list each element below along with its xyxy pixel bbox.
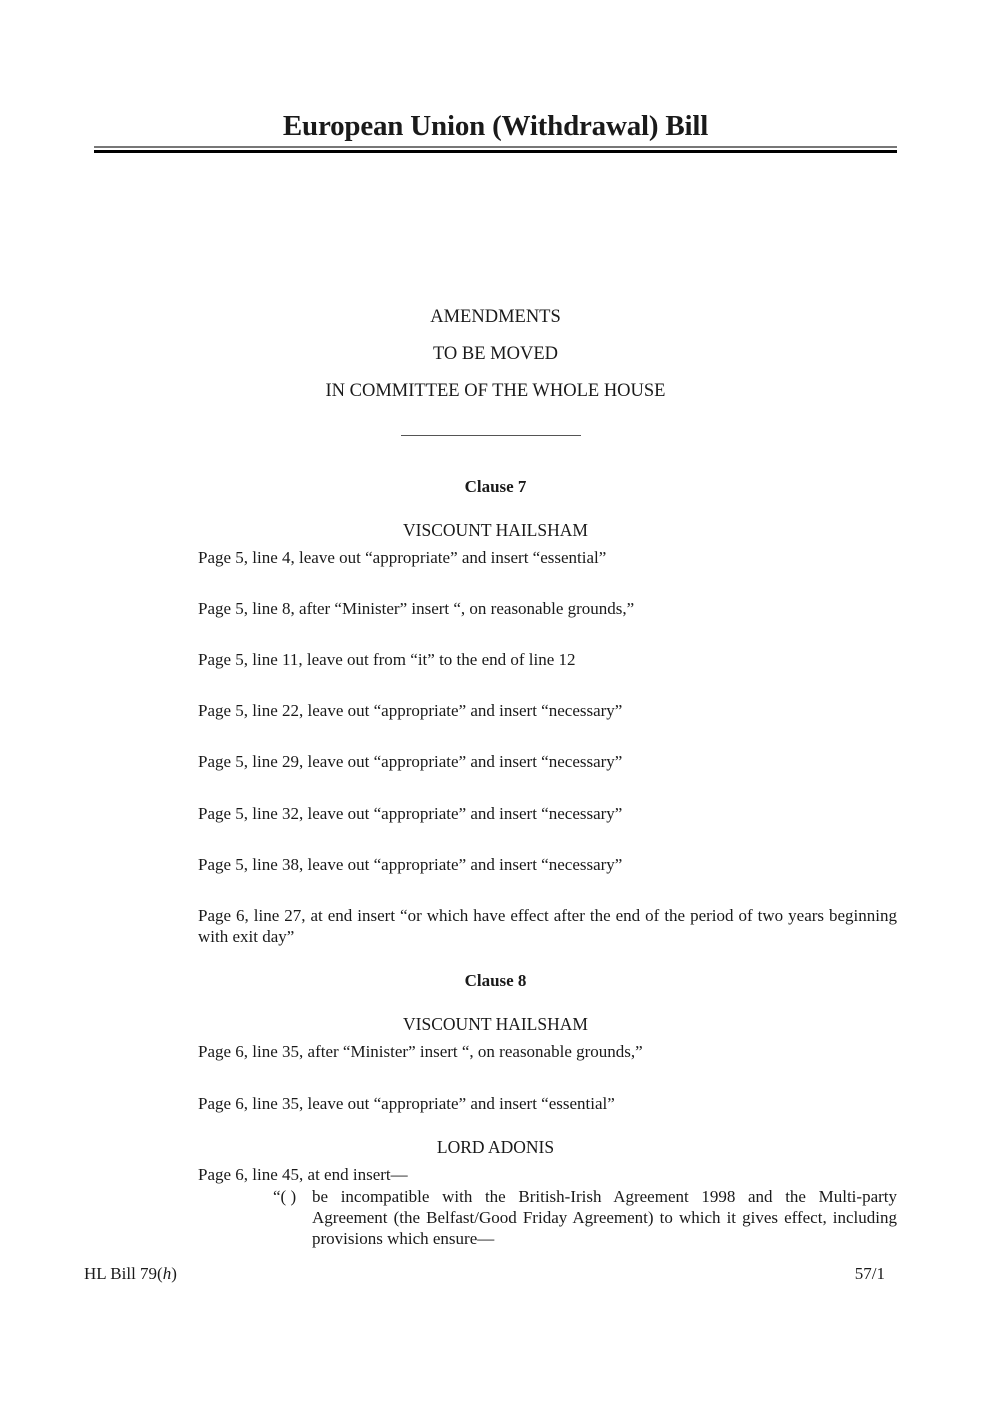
clause-heading: Clause 8 xyxy=(464,971,527,990)
amendment: Page 5, line 8, after “Minister” insert “, on reasonable grounds,” xyxy=(198,599,635,618)
bill-reference xyxy=(84,1264,177,1284)
paragraph-number: “( ) xyxy=(273,1187,297,1206)
amendment: Page 5, line 11, leave out from “it” to the end of line 12 xyxy=(198,650,576,669)
page-reference: 57/1 xyxy=(854,1264,885,1283)
amendment: Page 5, line 29, leave out “appropriate” and insert “necessary” xyxy=(198,752,623,771)
amendment: Page 6, line 35, after “Minister” insert “, on reasonable grounds,” xyxy=(198,1042,643,1061)
amendment: Page 5, line 38, leave out “appropriate” and insert “necessary” xyxy=(198,855,623,874)
title-rule-thin xyxy=(94,146,897,148)
bill-reference-italic: h xyxy=(162,1264,172,1283)
heading-amendments: AMENDMENTS xyxy=(430,307,561,327)
heading-committee: IN COMMITTEE OF THE WHOLE HOUSE xyxy=(325,381,666,401)
amendment: Page 6, line 27, at end insert “or which have effect after the end of the period of two years beginning with exit day” xyxy=(198,906,897,946)
paragraph-text: be incompatible with the British-Irish Agreement 1998 and the Multi-party Agreement (the Belfast/Good Friday Agreement) to which it gives effect, including provisions which ensure— xyxy=(312,1187,897,1248)
sponsor-name: VISCOUNT HAILSHAM xyxy=(403,1014,588,1034)
amendment: Page 5, line 22, leave out “appropriate” and insert “necessary” xyxy=(198,701,623,720)
heading-divider xyxy=(401,435,581,436)
amendment: Page 5, line 4, leave out “appropriate” and insert “essential” xyxy=(198,548,607,567)
sponsor-name: LORD ADONIS xyxy=(436,1137,555,1157)
bill-reference-prefix: HL Bill 79( xyxy=(84,1264,163,1283)
amendment: Page 6, line 35, leave out “appropriate” and insert “essential” xyxy=(198,1094,615,1113)
amendment: Page 6, line 45, at end insert— xyxy=(198,1165,408,1184)
inserted-paragraph xyxy=(273,1186,897,1249)
heading-to-be-moved: TO BE MOVED xyxy=(432,344,559,364)
title-rule-thick xyxy=(94,150,897,153)
bill-reference-suffix: ) xyxy=(171,1264,177,1283)
amendment: Page 5, line 32, leave out “appropriate” and insert “necessary” xyxy=(198,804,623,823)
sponsor-name: VISCOUNT HAILSHAM xyxy=(403,520,588,540)
bill-title: European Union (Withdrawal) Bill xyxy=(282,110,709,142)
clause-heading: Clause 7 xyxy=(464,477,527,496)
